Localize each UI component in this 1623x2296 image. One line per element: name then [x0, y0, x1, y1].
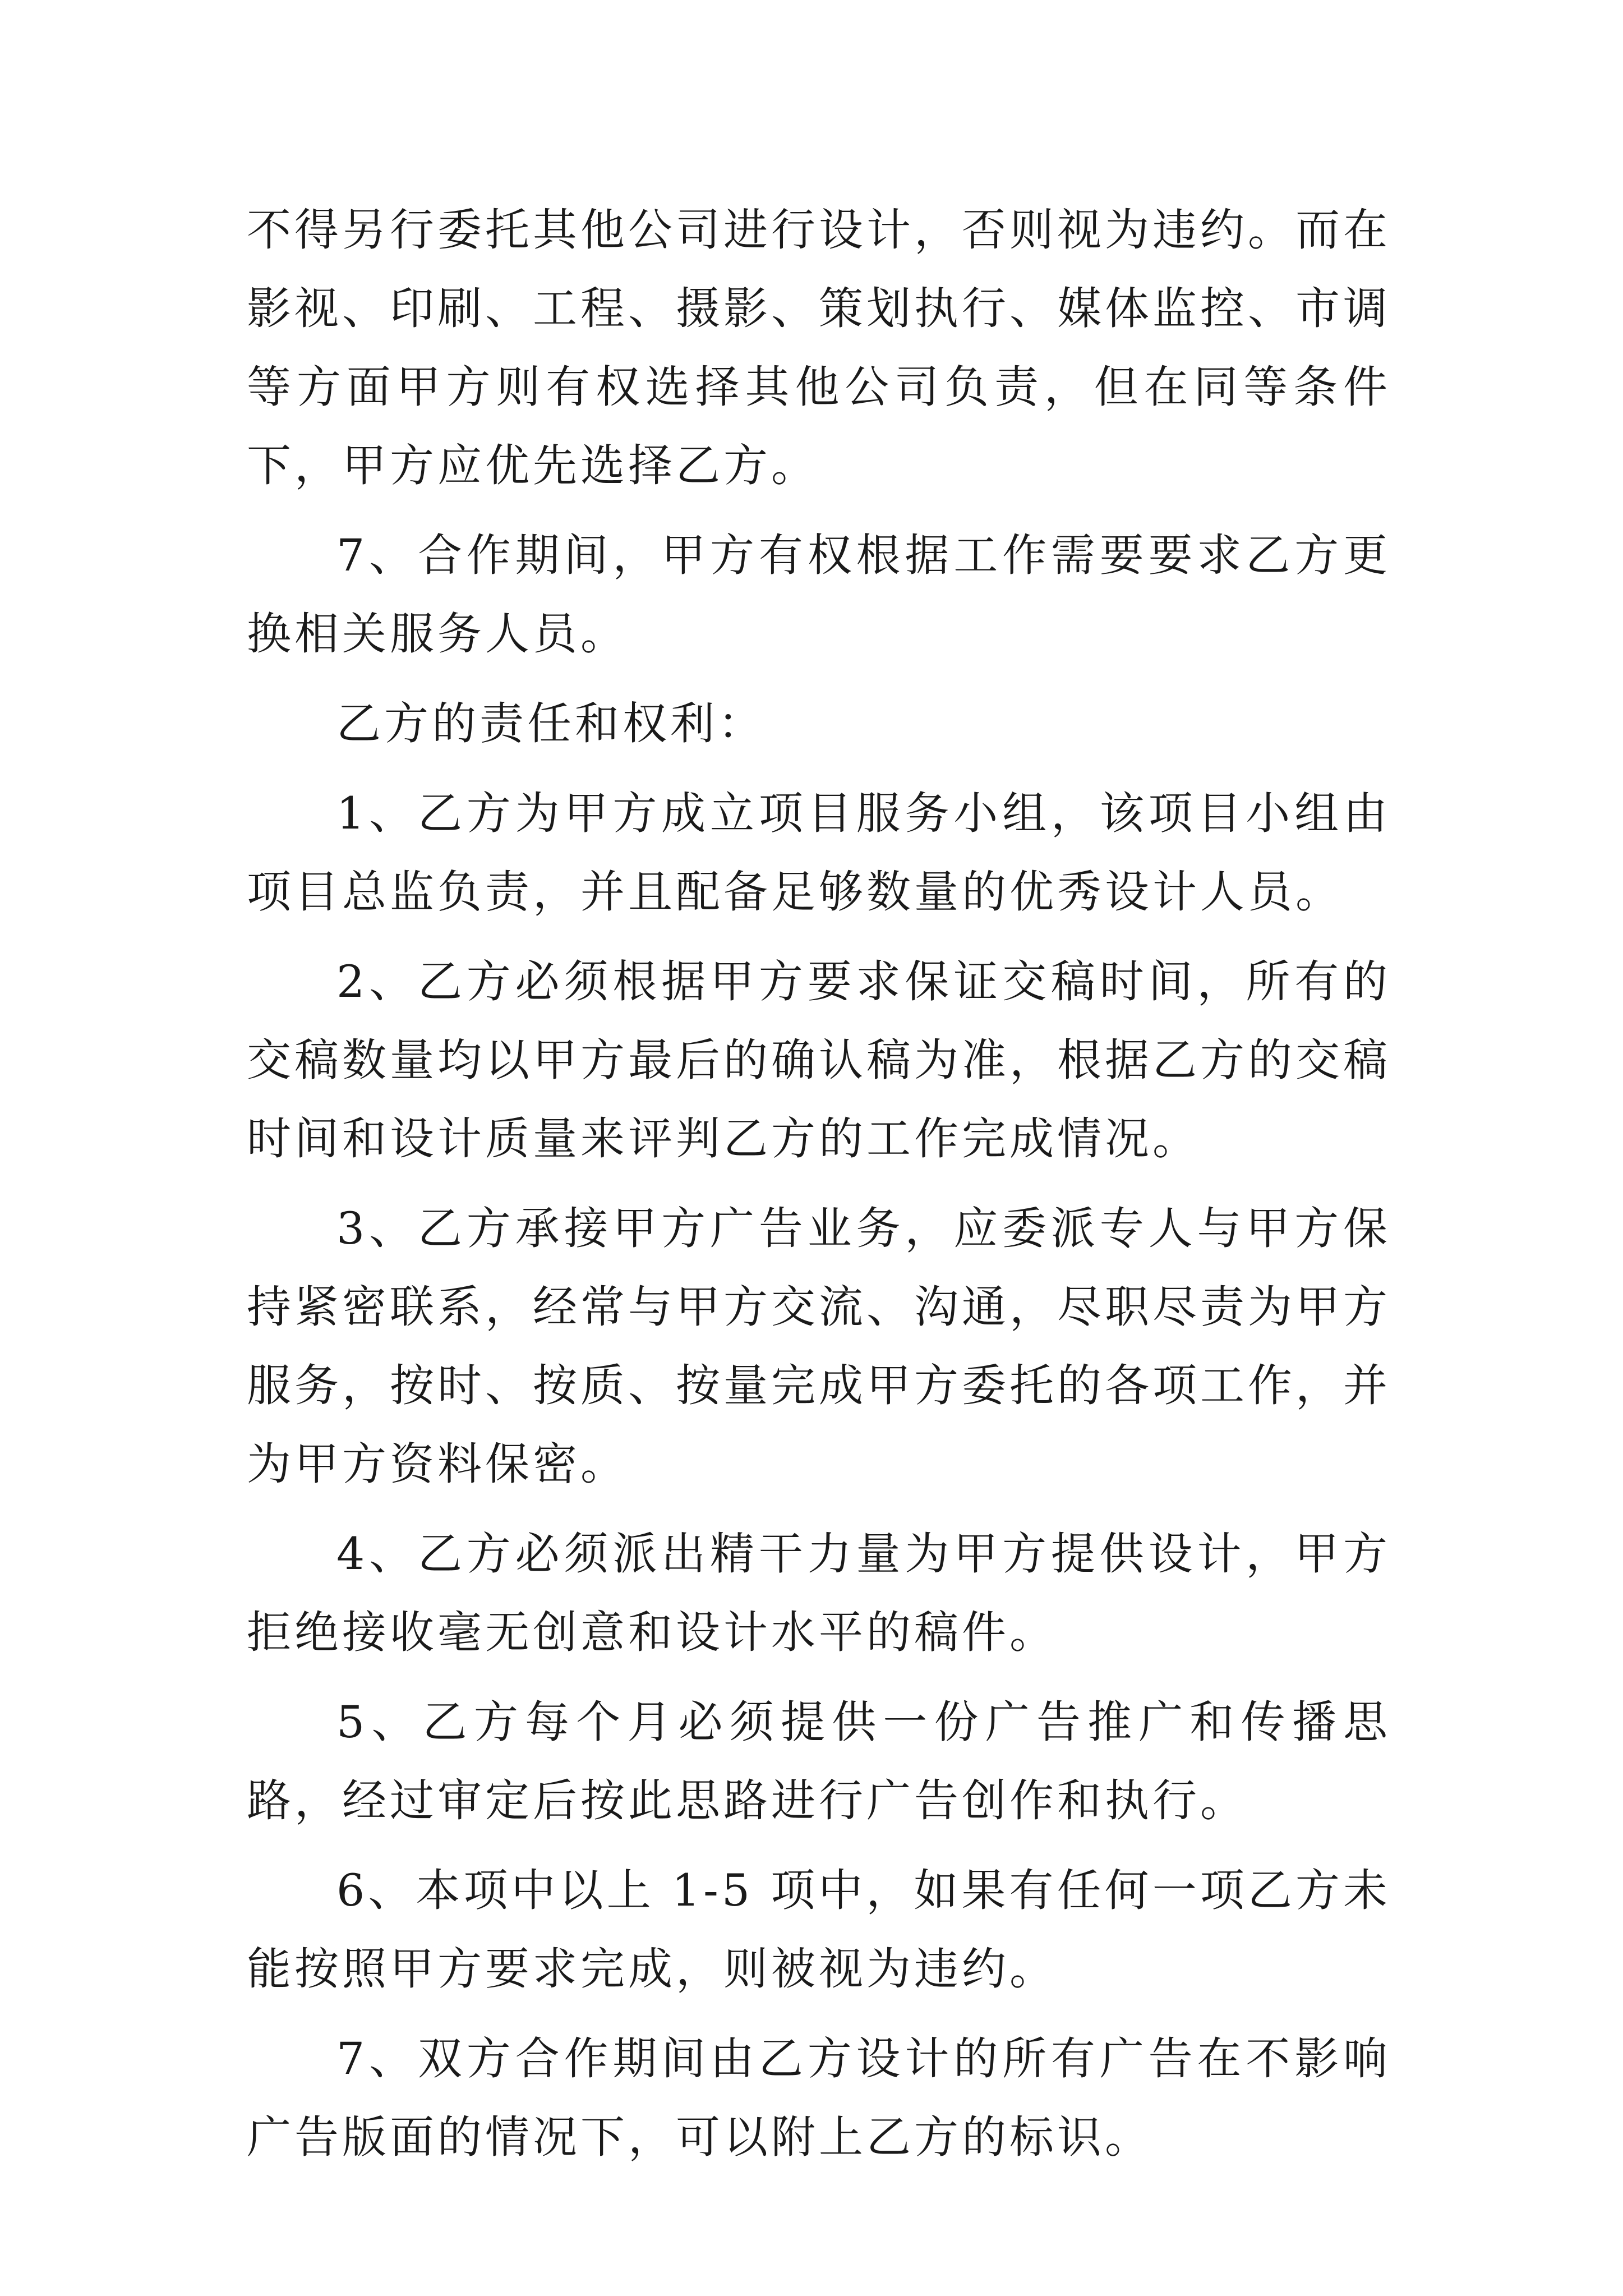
paragraph-continuation: 不得另行委托其他公司进行设计，否则视为违约。而在影视、印刷、工程、摄影、策划执行、媒体监控、市调等方面甲方则有权选择其他公司负责，但在同等条件下，甲方应优先选择乙方。: [247, 204, 1391, 491]
paragraph-clause-3: 3、乙方承接甲方广告业务，应委派专人与甲方保持紧密联系，经常与甲方交流、沟通，尽职尽责为甲方服务，按时、按质、按量完成甲方委托的各项工作，并为甲方资料保密。: [247, 1203, 1391, 1490]
paragraph-clause-2: 2、乙方必须根据甲方要求保证交稿时间，所有的交稿数量均以甲方最后的确认稿为准，根据乙方的交稿时间和设计质量来评判乙方的工作完成情况。: [247, 956, 1391, 1165]
paragraph-clause-6: 6、本项中以上 1-5 项中，如果有任何一项乙方未能按照甲方要求完成，则被视为违约。: [247, 1865, 1391, 1995]
section-heading-party-b-duties: 乙方的责任和权利：: [336, 698, 766, 749]
body-text: [247, 191, 1391, 2188]
paragraph-clause-7-cooperation: 7、合作期间，甲方有权根据工作需要要求乙方更换相关服务人员。: [247, 530, 1391, 660]
paragraph-clause-4: 4、乙方必须派出精干力量为甲方提供设计，甲方拒绝接收毫无创意和设计水平的稿件。: [247, 1528, 1391, 1658]
paragraph-clause-7: 7、双方合作期间由乙方设计的所有广告在不影响广告版面的情况下，可以附上乙方的标识。: [247, 2033, 1391, 2163]
paragraph-clause-5: 5、乙方每个月必须提供一份广告推广和传播思路，经过审定后按此思路进行广告创作和执行。: [247, 1696, 1391, 1826]
paragraph-clause-1: 1、乙方为甲方成立项目服务小组，该项目小组由项目总监负责，并且配备足够数量的优秀设计人员。: [247, 788, 1391, 918]
